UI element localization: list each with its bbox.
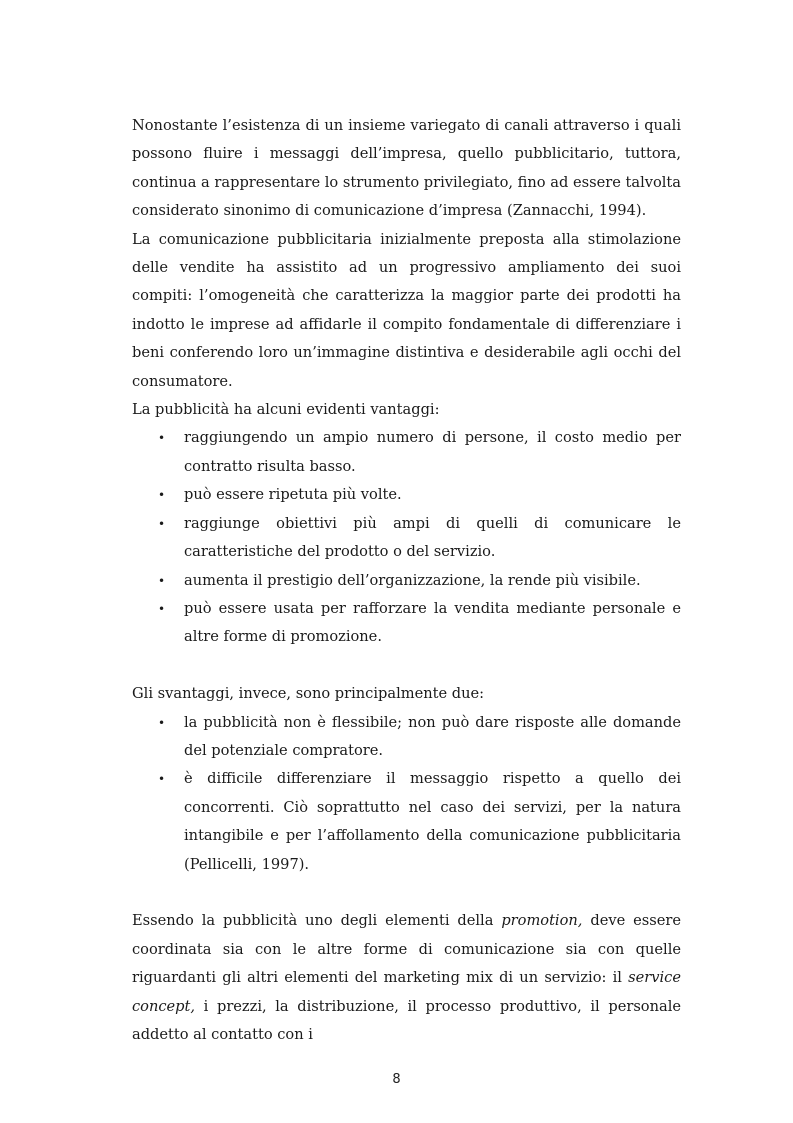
emphasis-service-concept: service concept, <box>132 969 681 1015</box>
bullet-icon: • <box>158 488 166 503</box>
paragraph-text: deve essere coordinata sia con le altre forme di comunicazione sia con quelle riguardanti gli altri elementi del marketing mix di un servizio: il <box>132 912 681 987</box>
list-item <box>132 481 681 509</box>
list-item <box>132 567 681 595</box>
paragraph-promotion <box>132 907 681 1049</box>
advantages-list <box>132 424 681 651</box>
list-item <box>132 510 681 567</box>
page-number: 8 <box>392 1072 401 1087</box>
bullet-icon: • <box>158 516 166 531</box>
bullet-icon: • <box>158 772 166 787</box>
paragraph-advertising-evolution: La comunicazione pubblicitaria inizialmente preposta alla stimolazione delle vendite ha assistito ad un progressivo ampliamento dei suoi compiti: l’omogeneità che caratterizza la maggior parte dei prodotti ha indotto le imprese ad affidarle il compito fondamentale di differenziare i beni conferendo loro un’immagine distintiva e desiderabile agli occhi del consumatore. <box>132 230 681 390</box>
list-item-text: aumenta il prestigio dell’organizzazione, la rende più visibile. <box>184 571 641 589</box>
list-item-text: raggiunge obiettivi più ampi di quelli di comunicare le caratteristiche del prodotto o del servizio. <box>184 514 681 561</box>
document-body <box>132 112 681 1049</box>
list-item <box>132 765 681 879</box>
list-item <box>132 709 681 766</box>
emphasis-promotion: promotion, <box>501 912 583 930</box>
blank-line <box>132 879 681 907</box>
bullet-icon: • <box>158 601 166 616</box>
bullet-icon: • <box>158 431 166 446</box>
bullet-icon: • <box>158 573 166 588</box>
disadvantages-list <box>132 709 681 879</box>
blank-line <box>132 652 681 680</box>
list-item-text: può essere ripetuta più volte. <box>184 486 402 504</box>
paragraph-text: Essendo la pubblicità uno degli elementi della <box>132 912 502 930</box>
paragraph-disadvantages-heading: Gli svantaggi, invece, sono principalmente due: <box>132 685 485 703</box>
list-item <box>132 424 681 481</box>
list-item-text: raggiungendo un ampio numero di persone, il costo medio per contratto risulta basso. <box>184 429 681 475</box>
list-item-text: la pubblicità non è flessibile; non può dare risposte alle domande del potenziale compratore. <box>184 713 681 759</box>
list-item <box>132 595 681 652</box>
list-item-text: è difficile differenziare il messaggio rispetto a quello dei concorrenti. Ciò soprattutto nel caso dei servizi, per la natura intangibile e per l’affollamento della comunicazione pubblicitaria (Pellicelli, 1997). <box>184 770 681 873</box>
list-item-text: può essere usata per rafforzare la vendita mediante personale e altre forme di promozione. <box>184 599 681 646</box>
paragraph-intro: Nonostante l’esistenza di un insieme variegato di canali attraverso i quali possono fluire i messaggi dell’impresa, quello pubblicitario, tuttora, continua a rappresentare lo strumento privilegiato, fino ad essere talvolta considerato sinonimo di comunicazione d’impresa (Zannacchi, 1994). <box>132 117 681 220</box>
paragraph-text: i prezzi, la distribuzione, il processo produttivo, il personale addetto al contatto con i <box>132 997 681 1043</box>
bullet-icon: • <box>158 715 166 730</box>
paragraph-advantages-heading: La pubblicità ha alcuni evidenti vantaggi: <box>132 401 440 419</box>
